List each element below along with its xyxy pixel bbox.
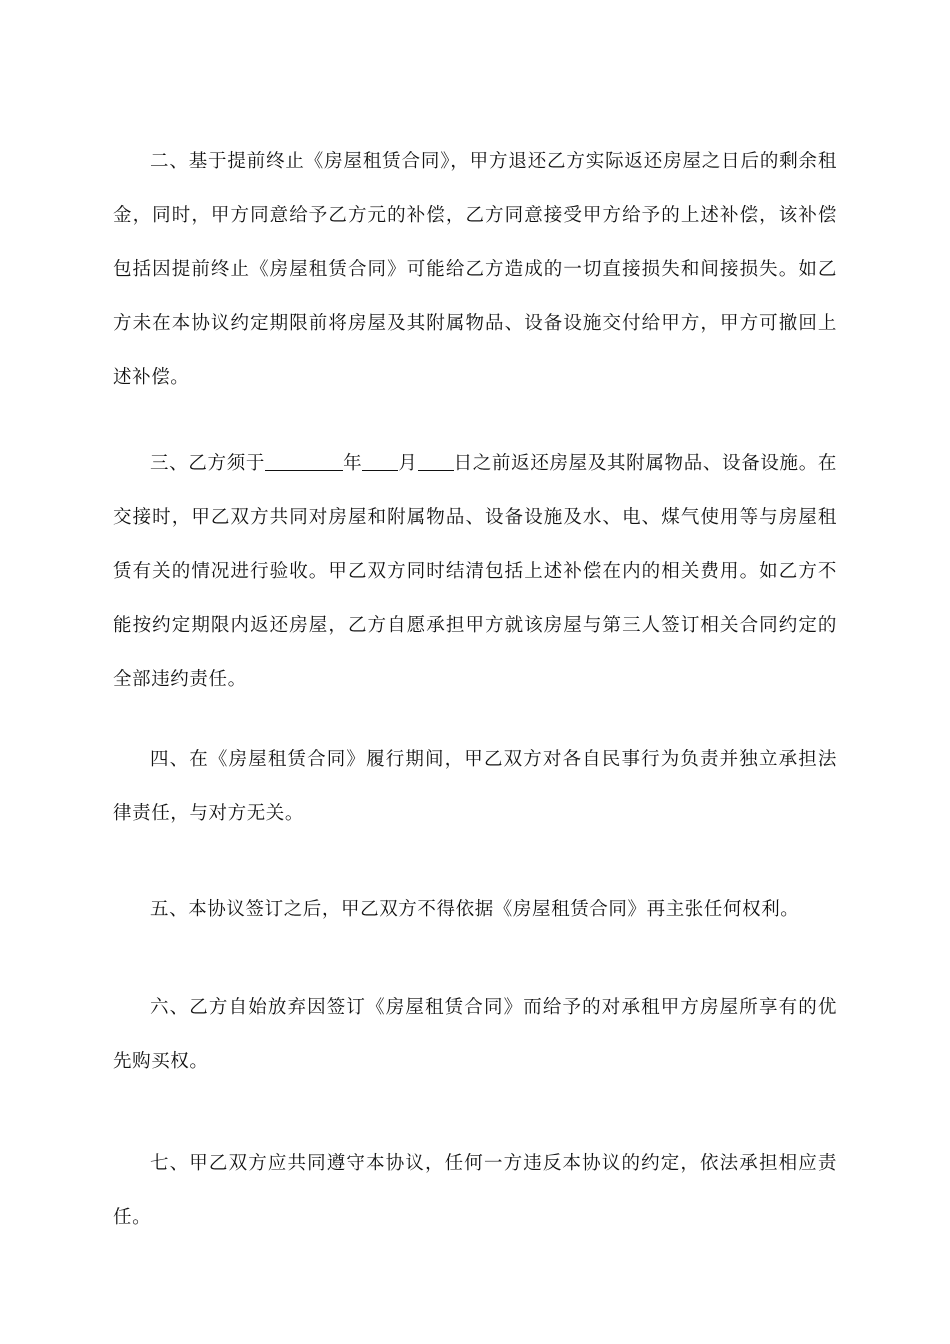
- clause-6: 六、乙方自始放弃因签订《房屋租赁合同》而给予的对承租甲方房屋所享有的优先购买权。: [113, 997, 837, 1072]
- clause-3-body: 之前返还房屋及其附属物品、设备设施。在交接时，甲乙双方共同对房屋和附属物品、设备设施及水、电、煤气使用等与房屋租赁有关的情况进行验收。甲乙双方同时结清包括上述补偿在内的相关费用。如乙方不能按约定期限内返还房屋，乙方自愿承担甲方就该房屋与第三人签订相关合同约定的全部违约责任。: [113, 453, 837, 690]
- year-blank: [265, 450, 343, 470]
- clause-7: 七、甲乙双方应共同遵守本协议，任何一方违反本协议的约定，依法承担相应责任。: [113, 1153, 837, 1228]
- clause-3-prefix: 三、乙方须于: [150, 453, 266, 474]
- month-blank: [362, 450, 398, 470]
- year-label: 年: [343, 453, 363, 474]
- clause-2: 二、基于提前终止《房屋租赁合同》，甲方退还乙方实际返还房屋之日后的剩余租金，同时，甲方同意给予乙方元的补偿，乙方同意接受甲方给予的上述补偿，该补偿包括因提前终止《房屋租赁合同》可能给乙方造成的一切直接损失和间接损失。如乙方未在本协议约定期限前将房屋及其附属物品、设备设施交付给甲方，甲方可撤回上述补偿。: [113, 151, 837, 388]
- day-blank: [418, 450, 454, 470]
- month-label: 月: [398, 453, 418, 474]
- clause-3: [113, 437, 837, 707]
- clause-4: 四、在《房屋租赁合同》履行期间，甲乙双方对各自民事行为负责并独立承担法律责任，与对方无关。: [113, 749, 837, 824]
- day-label: 日: [453, 453, 473, 474]
- clause-5: 五、本协议签订之后，甲乙双方不得依据《房屋租赁合同》再主张任何权利。: [150, 899, 800, 920]
